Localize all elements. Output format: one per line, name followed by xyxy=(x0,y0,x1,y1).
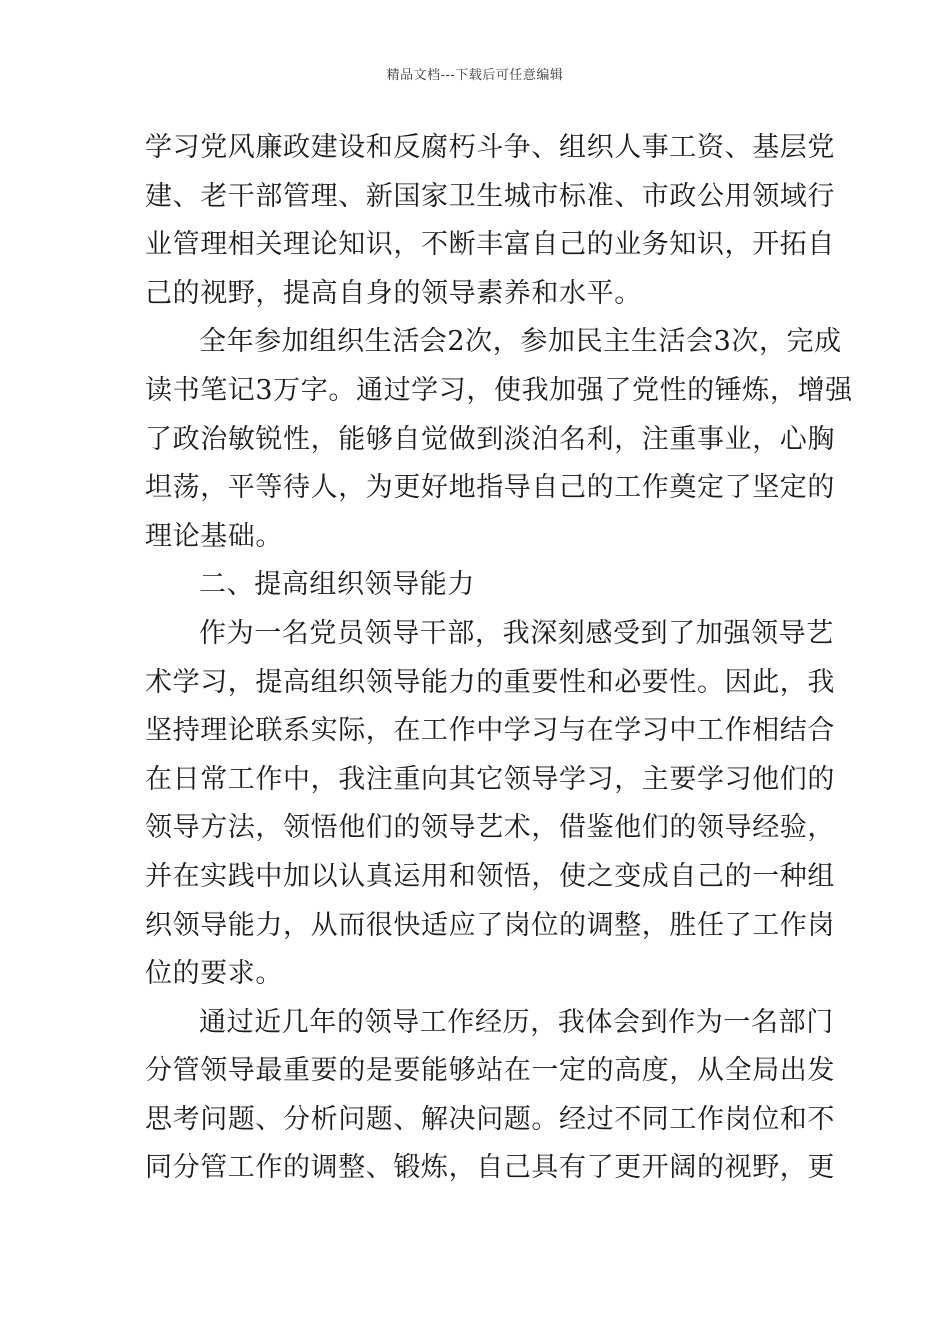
paragraph-line: 坦荡，平等待人，为更好地指导自己的工作奠定了坚定的 xyxy=(145,472,835,504)
paragraph-line: 分管领导最重要的是要能够站在一定的高度，从全局出发 xyxy=(145,1055,835,1087)
paragraph-line: 坚持理论联系实际，在工作中学习与在学习中工作相结合 xyxy=(145,715,835,747)
page-header: 精品文档---下载后可任意编辑 xyxy=(386,68,564,83)
paragraph-line: 己的视野，提高自身的领导素养和水平。 xyxy=(145,277,642,309)
paragraph-line: 并在实践中加以认真运用和领悟，使之变成自己的一种组 xyxy=(145,860,835,892)
paragraph-experience xyxy=(145,999,835,1193)
paragraph-line: 通过近几年的领导工作经历，我体会到作为一名部门 xyxy=(199,1006,834,1038)
paragraph-line: 同分管工作的调整、锻炼，自己具有了更开阔的视野，更 xyxy=(145,1152,835,1184)
paragraph-line: 全年参加组织生活会2次，参加民主生活会3次，完成 xyxy=(199,326,842,358)
paragraph-line: 思考问题、分析问题、解决问题。经过不同工作岗位和不 xyxy=(145,1103,835,1135)
paragraph-line: 作为一名党员领导干部，我深刻感受到了加强领导艺 xyxy=(199,617,834,649)
paragraph-line: 建、老干部管理、新国家卫生城市标准、市政公用领域行 xyxy=(145,180,835,212)
document-body xyxy=(145,124,853,1193)
section-heading xyxy=(145,561,811,610)
paragraph-line: 业管理相关理论知识，不断丰富自己的业务知识，开拓自 xyxy=(145,229,835,261)
paragraph-line: 位的要求。 xyxy=(145,958,283,990)
paragraph-study-scope xyxy=(145,124,835,318)
paragraph-line: 术学习，提高组织领导能力的重要性和必要性。因此，我 xyxy=(145,666,835,698)
paragraph-line: 织领导能力，从而很快适应了岗位的调整，胜任了工作岗 xyxy=(145,909,835,941)
paragraph-line: 领导方法，领悟他们的领导艺术，借鉴他们的领导经验， xyxy=(145,812,835,844)
paragraph-line: 了政治敏锐性，能够自觉做到淡泊名利，注重事业，心胸 xyxy=(145,423,835,455)
section-heading-text: 二、提高组织领导能力 xyxy=(199,569,475,601)
paragraph-line: 在日常工作中，我注重向其它领导学习，主要学习他们的 xyxy=(145,763,835,795)
paragraph-line: 读书笔记3万字。通过学习，使我加强了党性的锤炼，增强 xyxy=(145,374,853,406)
paragraph-line: 学习党风廉政建设和反腐朽斗争、组织人事工资、基层党 xyxy=(145,132,835,163)
paragraph-annual-activities xyxy=(145,318,853,561)
paragraph-leadership-learning xyxy=(145,610,835,999)
paragraph-line: 理论基础。 xyxy=(145,520,283,552)
